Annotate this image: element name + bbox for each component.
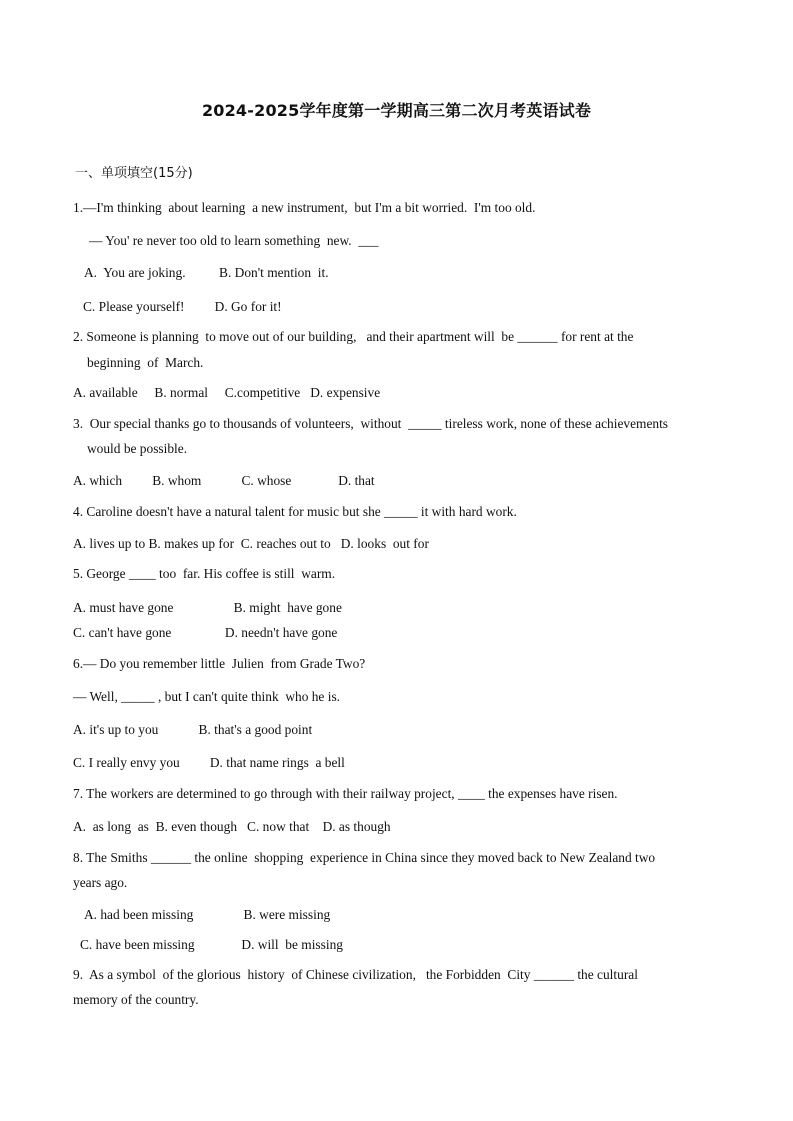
question-8: 8. The Smiths ______ the online shopping experience in China since they moved back to New Zealand two: [73, 850, 656, 865]
question-5-options-cd: C. can't have gone D. needn't have gone: [73, 625, 338, 640]
question-4-options: A. lives up to B. makes up for C. reaches out to D. looks out for: [73, 536, 429, 551]
question-5-options-ab: A. must have gone B. might have gone: [73, 600, 342, 615]
question-1: 1.—I'm thinking about learning a new instrument, but I'm a bit worried. I'm too old.: [73, 200, 536, 215]
question-1-options-cd: C. Please yourself! D. Go for it!: [83, 299, 282, 314]
question-8-cont: years ago.: [73, 875, 128, 890]
question-7: 7. The workers are determined to go through with their railway project, ____ the expenses have risen.: [73, 786, 618, 801]
question-6: 6.— Do you remember little Julien from Grade Two?: [73, 656, 366, 671]
question-2-options: A. available B. normal C.competitive D. expensive: [73, 385, 381, 400]
question-1-reply: — You' re never too old to learn something new. ___: [89, 233, 379, 248]
question-8-options-cd: C. have been missing D. will be missing: [80, 937, 343, 952]
question-5: 5. George ____ too far. His coffee is still warm.: [73, 566, 336, 581]
question-9-cont: memory of the country.: [73, 992, 199, 1007]
question-9: 9. As a symbol of the glorious history of Chinese civilization, the Forbidden City ______ the cultural: [73, 967, 638, 982]
question-4: 4. Caroline doesn't have a natural talent for music but she _____ it with hard work.: [73, 504, 517, 519]
exam-title: 2024-2025学年度第一学期高三第二次月考英语试卷: [201, 101, 592, 120]
question-3-cont: would be possible.: [87, 441, 188, 456]
question-6-options-cd: C. I really envy you D. that name rings a bell: [73, 755, 345, 770]
section-heading: 一、单项填空(15分): [75, 166, 193, 181]
question-7-options: A. as long as B. even though C. now that D. as though: [73, 819, 391, 834]
question-6-options-ab: A. it's up to you B. that's a good point: [73, 722, 313, 737]
question-2-cont: beginning of March.: [87, 355, 204, 370]
question-6-reply: — Well, _____ , but I can't quite think who he is.: [73, 689, 341, 704]
question-2: 2. Someone is planning to move out of our building, and their apartment will be ______ for rent at the: [73, 329, 634, 344]
question-8-options-ab: A. had been missing B. were missing: [84, 907, 331, 922]
question-1-options-ab: A. You are joking. B. Don't mention it.: [84, 265, 329, 280]
question-3: 3. Our special thanks go to thousands of volunteers, without _____ tireless work, none of these achievements: [73, 416, 669, 431]
question-3-options: A. which B. whom C. whose D. that: [73, 473, 375, 488]
